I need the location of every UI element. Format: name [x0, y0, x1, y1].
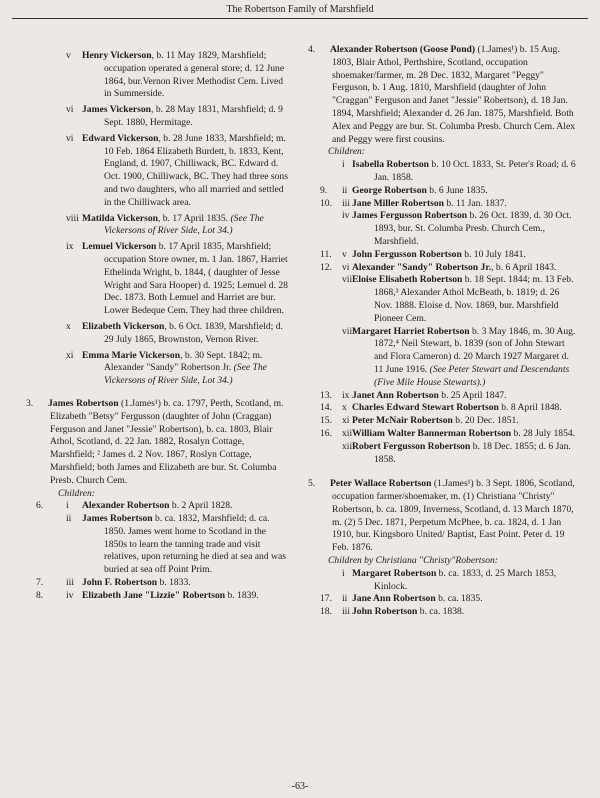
generation-number: 6.: [36, 500, 44, 512]
generation-number: 11.: [320, 248, 332, 260]
child-name: Peter McNair Robertson: [352, 415, 453, 427]
child-name: Janet Ann Robertson: [352, 389, 439, 401]
child-details: , b. 28 May 1831, Marshfield; d. 9 Sept. 1880, Hermitage.: [104, 104, 283, 128]
children-label: Children:: [58, 487, 95, 499]
child-details: b. 2 April 1828.: [169, 500, 233, 512]
child-details: b. 11 Jan. 1837.: [444, 197, 507, 209]
entry-number: 3.: [26, 397, 34, 409]
roman-numeral: iv: [66, 589, 74, 601]
roman-numeral: ii: [342, 593, 348, 605]
roman-numeral: v: [342, 248, 347, 260]
entry-text: (1.James¹) b. 15 Aug. 1803, Blair Athol, Perthshire, Scotland, occupation shoemaker/farmer, m. 28 Dec. 1832, Margaret "Peggy" Ferguson, b. 1 Aug. 1810, Marshfield (daughter of John "Craggan" Ferguson and Janet "Jessie" Robertson), d. 18 Jan. 1894, Marshfield; Alexander d. 26 Jan. 1875, Marshfield. Both Alex and Peggy are bur. St. Columba Presb. Church Cem. Alex and Peggy were first cousins.: [332, 44, 576, 145]
children-label: Children:: [328, 146, 365, 158]
child-details: b. 3 May 1846, m. 30 Aug. 1872,⁴ Neil Stewart, b. 1839 (son of John Stewart and Flora Cameron) d. 20 March 1927 Margaret d. 11 June 1916.: [374, 325, 576, 375]
header-rule: [12, 18, 588, 19]
roman-numeral: i: [342, 159, 345, 171]
left-entries: [26, 50, 288, 388]
child-name: Alexander "Sandy" Robertson Jr.: [352, 261, 492, 273]
roman-numeral: xiii: [342, 440, 355, 452]
child-details: b. 18 Dec. 1855; d. 6 Jan. 1858.: [374, 440, 571, 465]
child-details: b. 10 Oct. 1833, St. Peter's Road; d. 6 Jan. 1858.: [374, 159, 576, 183]
child-entry: [308, 402, 578, 415]
child-name: Matilda Vickerson: [82, 212, 158, 224]
cross-reference-note: (See The Vickersons of River Side, Lot 34.): [104, 362, 267, 387]
child-name: James Robertson: [82, 513, 153, 525]
roman-numeral: vii: [342, 274, 353, 286]
entry-name: Alexander Robertson (Goose Pond): [330, 44, 476, 55]
roman-numeral: viii: [342, 325, 355, 337]
generation-number: 17.: [320, 593, 332, 605]
child-entry: [26, 350, 288, 388]
child-entry: [26, 321, 288, 347]
child-details: b. 20 Dec. 1851.: [452, 415, 519, 427]
roman-numeral: vi: [66, 132, 74, 144]
child-name: Robert Fergusson Robertson: [352, 440, 471, 452]
entry-peter-robertson: [308, 478, 578, 555]
child-entry: [26, 50, 288, 101]
cross-reference-note: (See The Vickersons of River Side, Lot 34.): [104, 212, 264, 237]
child-details: b. ca. 1832, Marshfield; d. ca. 1850. James went home to Scotland in the 1850s to learn the tanning trade and visit relatives, upon returning he died at sea and was buried at sea off Point Prim.: [104, 513, 286, 576]
child-entry: [308, 441, 578, 467]
roman-numeral: v: [66, 50, 71, 61]
generation-number: 10.: [320, 197, 332, 209]
child-entry: [308, 415, 578, 428]
child-entry: [308, 568, 578, 594]
roman-numeral: ii: [66, 513, 72, 525]
roman-numeral: xi: [342, 415, 350, 427]
children-label: Children by Christiana "Christy"Robertson:: [328, 555, 498, 567]
child-entry: [308, 210, 578, 248]
child-details: b. ca. 1833, d. 25 March 1853, Kinlock.: [374, 567, 557, 592]
child-details: b. 1839.: [225, 589, 259, 601]
entry-number: 4.: [308, 44, 316, 55]
child-name: James Vickerson: [82, 104, 152, 116]
entry-text: (1.James¹) b. ca. 1797, Perth, Scotland, m. Elizabeth "Betsy" Fergusson (daughter of John (Craggan) Ferguson and Janet "Jessie" Robertson), b. ca. 1803, Blair Athol, Scotland, d. 22 Jan. 1882, Rosalyn Cottage, Marshfield; ² James d. 2 Nov. 1867, Roslyn Cottage, Marshfield; both James and Elizabeth are bur. St. Columba Presb. Church Cem.: [50, 397, 284, 486]
child-details: , b. 6 Oct. 1839, Marshfield; d. 29 July 1865, Brownston, Vernon River.: [104, 320, 283, 345]
alexander-children-list: [308, 159, 578, 466]
entry-name: James Robertson: [48, 397, 119, 409]
child-entry: [26, 590, 288, 603]
child-name: Alexander Robertson: [82, 500, 170, 512]
child-name: Lemuel Vickerson: [82, 241, 157, 253]
roman-numeral: vi: [342, 261, 350, 273]
child-entry: [26, 513, 288, 577]
child-name: Elizabeth Vickerson: [82, 320, 165, 332]
child-entry: [26, 500, 288, 513]
child-entry: [308, 274, 578, 325]
child-details: , b. 6 April 1843.: [491, 261, 557, 273]
child-entry: [308, 159, 578, 185]
child-name: Emma Marie Vickerson: [82, 349, 181, 361]
child-details: , b. 28 June 1833, Marshfield; m. 10 Feb. 1864 Elizabeth Burdett, b. 1833, Kent, England, d. 1907, Chilliwack, BC. Edward d. Oct. 1900, Chilliwack, BC. They had three sons and two daughters, who all married and settled in the Chilliwack area.: [104, 132, 288, 208]
roman-numeral: i: [342, 567, 345, 579]
child-name: John Fergusson Robertson: [352, 248, 462, 260]
roman-numeral: ix: [66, 241, 74, 253]
child-details: b. ca. 1835.: [435, 593, 483, 605]
child-entry: [308, 249, 578, 262]
entry-text: (1.James¹) b. 3 Sept. 1806, Scotland, occupation farmer/shoemaker, m. (1) Christiana "Christy" Robertson, b. ca. 1809, Inverness, Scotland, d. 13 March 1870, m. (2) 5 Dec. 1871, Perpetum McPhee, b. ca. 1824, d. 1 Jan 1910, bur. Kingsboro United/ Baptist, East Point. Peter d. 19 Feb. 1876.: [332, 478, 575, 554]
generation-number: 12.: [320, 261, 332, 273]
child-entry: [26, 133, 288, 210]
generation-number: 15.: [320, 415, 332, 427]
child-name: Jane Ann Robertson: [352, 593, 436, 605]
child-entry: [26, 577, 288, 590]
child-details: , b. 11 May 1829, Marshfield; occupation operated a general store; d. 12 June 1864, bur.Vernon River Methodist Cem. Lived in Summerside.: [104, 50, 285, 100]
roman-numeral: iii: [342, 197, 350, 209]
generation-number: 16.: [320, 427, 332, 439]
entry-number: 5.: [308, 478, 316, 490]
child-details: b. 28 July 1854.: [511, 427, 576, 439]
child-name: John F. Robertson: [82, 577, 158, 589]
child-details: b. 6 June 1835.: [426, 184, 488, 196]
generation-number: 9.: [320, 184, 328, 196]
roman-numeral: ii: [342, 184, 348, 196]
child-details: b. 26 Oct. 1839, d. 30 Oct. 1893, bur. St. Columba Presb. Church Cem., Marshfield.: [374, 210, 572, 247]
child-details: b. 17 April 1835, Marshfield; occupation Store owner, m. 1 Jan. 1867, Harriet Ethelinda Wright, b. 1844, ( daughter of Jesse Wright and Sara Hooper) d. 1925; Lemuel d. 28 Dec. 1873. Both Lemuel and Harriet are bur. Lower Bedeque Cem. They had three children.: [104, 241, 288, 317]
peter-children-list: [308, 568, 578, 619]
child-entry: [308, 262, 578, 275]
child-entry: [308, 326, 578, 390]
roman-numeral: ix: [342, 389, 350, 401]
generation-number: 13.: [320, 389, 332, 401]
child-name: Henry Vickerson: [82, 50, 152, 61]
left-column: [26, 50, 288, 603]
roman-numeral: iii: [342, 606, 350, 618]
generation-number: 18.: [320, 606, 332, 618]
child-entry: [308, 428, 578, 441]
entry-name: Peter Wallace Robertson: [330, 478, 432, 490]
roman-numeral: xi: [66, 349, 74, 361]
child-entry: [308, 198, 578, 211]
roman-numeral: xii: [342, 427, 353, 439]
roman-numeral: vi: [66, 104, 74, 116]
child-details: b. 1833.: [157, 577, 191, 589]
child-details: , b. 30 Sept. 1842; m. Alexander "Sandy" Robertson Jr.: [104, 349, 263, 374]
james-children-list: [26, 500, 288, 602]
child-entry: [308, 390, 578, 403]
roman-numeral: x: [66, 320, 71, 332]
roman-numeral: viii: [66, 212, 79, 224]
child-name: James Fergusson Robertson: [352, 210, 468, 222]
child-entry: [308, 606, 578, 619]
entry-alexander-robertson: [308, 44, 578, 146]
child-name: Jane Miller Robertson: [352, 197, 445, 209]
roman-numeral: iv: [342, 210, 350, 222]
child-name: Isabella Robertson: [352, 159, 430, 171]
entry-james-robertson: [26, 398, 288, 488]
child-name: William Walter Bannerman Robertson: [352, 427, 512, 439]
child-details: b. 18 Sept. 1844; m. 13 Feb. 1868,³ Alexander Athol McBeath, b. 1819; d. 26 Nov. 1888. Eloise d. Nov. 1869, bur. Marshfield Pioneer Cem.: [374, 274, 574, 324]
page-number: -63-: [291, 781, 309, 792]
generation-number: 8.: [36, 589, 44, 601]
child-entry: [308, 185, 578, 198]
child-entry: [26, 241, 288, 318]
child-details: b. 25 April 1847.: [438, 389, 507, 401]
child-name: Margaret Robertson: [352, 567, 437, 579]
running-header: The Robertson Family of Marshfield: [226, 4, 374, 15]
child-entry: [26, 104, 288, 130]
child-name: Eloise Elisabeth Robertson: [352, 274, 463, 286]
roman-numeral: x: [342, 402, 347, 414]
child-details: b. ca. 1838.: [417, 606, 465, 618]
child-name: George Robertson: [352, 184, 427, 196]
right-column: [308, 44, 578, 619]
child-details: , b. 17 April 1835.: [157, 212, 229, 224]
cross-reference-note: (See Peter Stewart and Descendants (Five Mile House Stewarts).): [374, 363, 570, 388]
child-entry: [26, 213, 288, 239]
child-name: Charles Edward Stewart Robertson: [352, 402, 499, 414]
roman-numeral: iii: [66, 577, 74, 589]
child-name: Edward Vickerson: [82, 132, 159, 144]
generation-number: 14.: [320, 402, 332, 414]
child-name: Elizabeth Jane "Lizzie" Robertson: [82, 589, 226, 601]
child-entry: [308, 593, 578, 606]
child-details: b. 10 July 1841.: [461, 248, 526, 260]
child-name: Margaret Harriet Robertson: [352, 325, 470, 337]
child-name: John Robertson: [352, 606, 418, 618]
roman-numeral: i: [66, 500, 69, 512]
generation-number: 7.: [36, 577, 44, 589]
child-details: b. 8 April 1848.: [498, 402, 562, 414]
